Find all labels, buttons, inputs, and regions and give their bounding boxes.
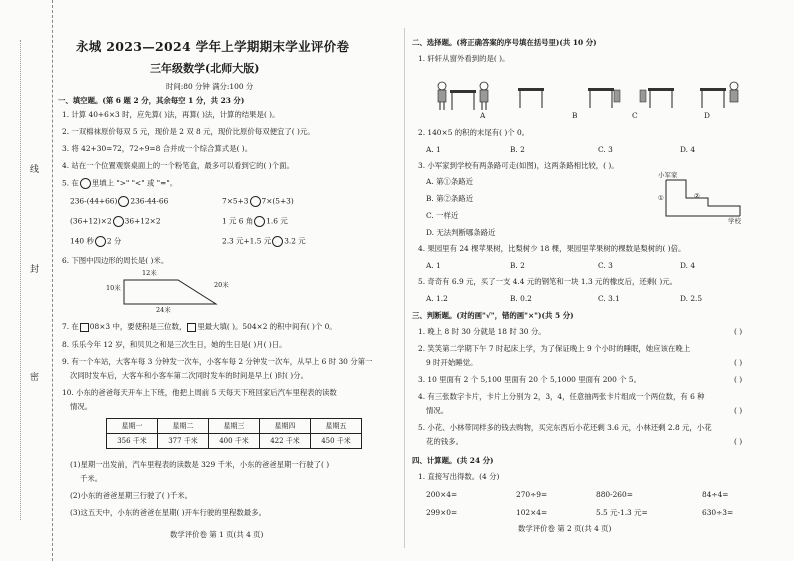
choice-q4-a: A. 1: [426, 261, 441, 270]
fill-q6: 6. 下图中四边形的周长是( )米。: [62, 256, 169, 265]
table-header-row: [107, 419, 362, 434]
choice-q1-figures: [432, 78, 772, 112]
calc-item: 5.5 元-1.3 元=: [596, 508, 648, 517]
q10-sub2: (2)小东的爸爸星期三行驶了( )千米。: [70, 491, 193, 500]
choice-q3-d: D. 无法判断哪条路近: [426, 228, 496, 237]
section-3-heading: 三、判断题。(对的画"√"，错的画"×")(共 5 分): [412, 311, 574, 320]
gutter-line: [20, 40, 22, 520]
digit-box: [80, 323, 89, 332]
gutter-label-top: 线: [30, 165, 40, 175]
compare-3b: 2.3 元+1.5 元 3.2 元: [222, 236, 306, 246]
choice-q5-d: D. 2.5: [680, 294, 703, 303]
trapezoid-figure: [108, 268, 248, 316]
option-c-table: [640, 88, 674, 108]
choice-q5-c: C. 3.1: [598, 294, 620, 303]
trapezoid-top-label: 12米: [142, 269, 157, 277]
compare-3a: 140 秒 2 分: [70, 236, 122, 246]
trapezoid-left-label: 10米: [106, 284, 121, 292]
fill-q4: 4. 站在一个位置观察桌面上的一个粉笔盒，最多可以看到它的( )个面。: [62, 161, 294, 170]
option-a-table: [518, 88, 544, 108]
judge-q3-answer[interactable]: ( ): [734, 375, 743, 384]
choice-q3-b: B. 第②条路近: [426, 194, 474, 203]
q5-suffix: 里填上 ">" "<" 或 "="。: [91, 178, 178, 188]
calc-item: 630÷3=: [702, 508, 734, 517]
judge-q5-answer[interactable]: ( ): [734, 437, 743, 446]
calc-item: 880-260=: [596, 490, 633, 499]
option-d-table: [700, 82, 738, 108]
judge-q1-answer[interactable]: ( ): [734, 327, 743, 336]
table-cell: 450 千米: [311, 434, 362, 449]
table-header-cell: 星期五: [311, 419, 362, 434]
table-cell: 377 千米: [158, 434, 209, 449]
compare-2b: 1 元 6 角 1.6 元: [222, 216, 288, 226]
table-header-cell: 星期四: [260, 419, 311, 434]
judge-q2-line2: 9 时开始睡觉。: [426, 358, 478, 367]
judge-q3: 3. 10 里面有 2 个 5,100 里面有 20 个 5,1000 里面有 200 个 5。: [418, 375, 642, 384]
route-2-label: ②: [694, 192, 700, 200]
q10-sub1-line2: 千米。: [80, 474, 103, 483]
exam-subtitle: 三年级数学(北师大版): [150, 62, 260, 75]
fill-q9-line1: 9. 有一个车站，大客车每 3 分钟发一次车，小客车每 2 分钟发一次车，从早上 6 时 30 分第一: [62, 357, 373, 366]
trapezoid-bottom-label: 24米: [156, 306, 171, 314]
fill-q10-line1: 10. 小东的爸爸每天开车上下班，他把上周前 5 天每天下班回家后汽车里程表的读数: [62, 388, 337, 397]
calc-item: 270÷9=: [516, 490, 548, 499]
section-1-heading: 一、填空题。(第 6 题 2 分，其余每空 1 分，共 23 分): [58, 96, 245, 105]
route-school-label: 学校: [728, 217, 741, 225]
choice-q2-d: D. 4: [680, 145, 696, 154]
choice-q5-a: A. 1.2: [426, 294, 448, 303]
option-b-table: [588, 88, 620, 108]
q10-sub3: (3)这五天中，小东的爸爸在星期( )开车行驶的里程数最多。: [70, 508, 266, 517]
page-1-footer: 数学评价卷 第 1 页(共 4 页): [170, 530, 264, 539]
route-1-label: ①: [658, 194, 664, 202]
table-cell: 400 千米: [209, 434, 260, 449]
section-4-heading: 四、计算题。(共 24 分): [412, 456, 494, 465]
table-header-cell: 星期二: [158, 419, 209, 434]
choice-q4-b: B. 2: [510, 261, 525, 270]
q10-sub1-line1: (1)星期一出发前，汽车里程表的读数是 329 千米，小东的爸爸星期一行驶了( ): [70, 460, 330, 469]
exam-title: 永城 2023—2024 学年上学期期末学业评价卷: [76, 39, 350, 54]
time-score: 时间:80 分钟 满分:100 分: [166, 82, 254, 91]
fill-q7: 7. 在 08×3 中，要使积是三位数， 里最大填( )。504×2 的积中间有( )个 0。: [62, 322, 337, 331]
judge-q4-line1: 4. 有三张数字卡片，卡片上分别为 2，3，4，任意抽两张卡片组成一个两位数，有 6 种: [418, 392, 705, 401]
page-divider: [404, 28, 405, 548]
figure-table-1: [450, 90, 476, 110]
choice-q1-option-c: C: [632, 111, 638, 120]
choice-q4: 4. 果园里有 24 棵苹果树，比梨树少 18 棵，果园里苹果树的棵数是梨树的( )倍。: [418, 244, 686, 253]
binding-gutter: [0, 0, 53, 561]
figure-child-right: [480, 82, 488, 110]
compare-2a: (36+12)×2 36+12×2: [70, 216, 161, 226]
gutter-label-mid: 封: [30, 265, 40, 275]
choice-q2: 2. 140×5 的积的末尾有( )个 0。: [418, 128, 530, 137]
judge-q2-line1: 2. 笑笑第二学期下午 7 时起床上学，为了保证晚上 9 个小时的睡眠，她应该在晚上: [418, 344, 691, 353]
page-2-footer: 数学评价卷 第 2 页(共 4 页): [518, 524, 612, 533]
gutter-label-bot: 密: [30, 373, 40, 383]
choice-q2-a: A. 1: [426, 145, 441, 154]
table-header-cell: 星期一: [107, 419, 158, 434]
compare-circle: [80, 178, 91, 189]
choice-q1: 1. 轩轩从窗外看到的是( )。: [418, 54, 510, 63]
fill-q2: 2. 一双棉袜原价每双 5 元，现价是 2 双 8 元，现价比原价每双便宜了( )元。: [62, 127, 315, 136]
calc-item: 84÷4=: [702, 490, 729, 499]
judge-q2-answer[interactable]: ( ): [734, 358, 743, 367]
calc-item: 299×0=: [426, 508, 458, 517]
calc-item: 102×4=: [516, 508, 548, 517]
fill-q5: [62, 178, 177, 189]
choice-q5: 5. 奇奇有 6.9 元，买了一支 4.4 元的钢笔和一块 1.3 元的橡皮后，还剩( )元。: [418, 277, 678, 286]
table-header-cell: 星期三: [209, 419, 260, 434]
compare-1a: 236-(44+66) 236-44-66: [70, 196, 169, 206]
choice-q1-option-b: B: [572, 111, 578, 120]
judge-q5-line2: 花的钱多。: [426, 437, 463, 446]
q5-prefix: 5. 在: [62, 178, 79, 188]
route-2: [666, 180, 740, 216]
route-home-label: 小军家: [658, 171, 678, 179]
fill-q3: 3. 将 42+30=72，72÷9=8 合并成一个综合算式是( )。: [62, 144, 253, 153]
choice-q1-option-d: D: [704, 111, 710, 120]
figure-child-left: [438, 82, 446, 110]
judge-q4-answer[interactable]: ( ): [734, 406, 743, 415]
page-1: [58, 0, 398, 561]
mileage-table: [106, 418, 362, 449]
choice-q3: 3. 小军家到学校有两条路可走(如图)，这两条路相比较，( )。: [418, 161, 619, 170]
table-cell: 356 千米: [107, 434, 158, 449]
choice-q3-c: C. 一样近: [426, 211, 459, 220]
choice-q5-b: B. 0.2: [510, 294, 532, 303]
choice-q3-a: A. 第①条路近: [426, 177, 473, 186]
fill-q8: 8. 乐乐今年 12 岁，和贝贝之和是三次生日，她的生日是( )月( )日。: [62, 340, 287, 349]
judge-q5-line1: 5. 小花、小林带同样多的钱去购物，买完东西后小花还剩 3.6 元，小林还剩 2.8 元，小花: [418, 423, 712, 432]
route-figure: [662, 176, 746, 222]
fill-q1: 1. 计算 40+6×3 时，应先算( )法，再算( )法，计算的结果是( )。: [62, 110, 280, 119]
table-cell: 422 千米: [260, 434, 311, 449]
calc-item: 200×4=: [426, 490, 458, 499]
judge-q4-line2: 情况。: [426, 406, 449, 415]
table-value-row: [107, 434, 362, 449]
choice-q2-c: C. 3: [598, 145, 613, 154]
section-2-heading: 二、选择题。(将正确答案的序号填在括号里)(共 10 分): [412, 38, 597, 47]
choice-q2-b: B. 2: [510, 145, 525, 154]
fill-q10-line2: 情况。: [70, 402, 93, 411]
fill-q9-line2: 次同时发车后，大客车和小客车第二次同时发车的时间是早上( )时( )分。: [70, 371, 308, 380]
trapezoid-shape: [124, 280, 216, 304]
calc-q1: 1. 直接写出得数。(4 分): [418, 472, 500, 481]
choice-q1-option-a: A: [480, 111, 486, 120]
trapezoid-right-label: 20米: [214, 281, 229, 289]
compare-1b: 7×5+3 7×(5+3): [222, 196, 294, 206]
judge-q1: 1. 晚上 8 时 30 分就是 18 时 30 分。: [418, 327, 546, 336]
choice-q4-d: D. 4: [680, 261, 696, 270]
choice-q4-c: C. 3: [598, 261, 613, 270]
page-2: [412, 0, 784, 561]
